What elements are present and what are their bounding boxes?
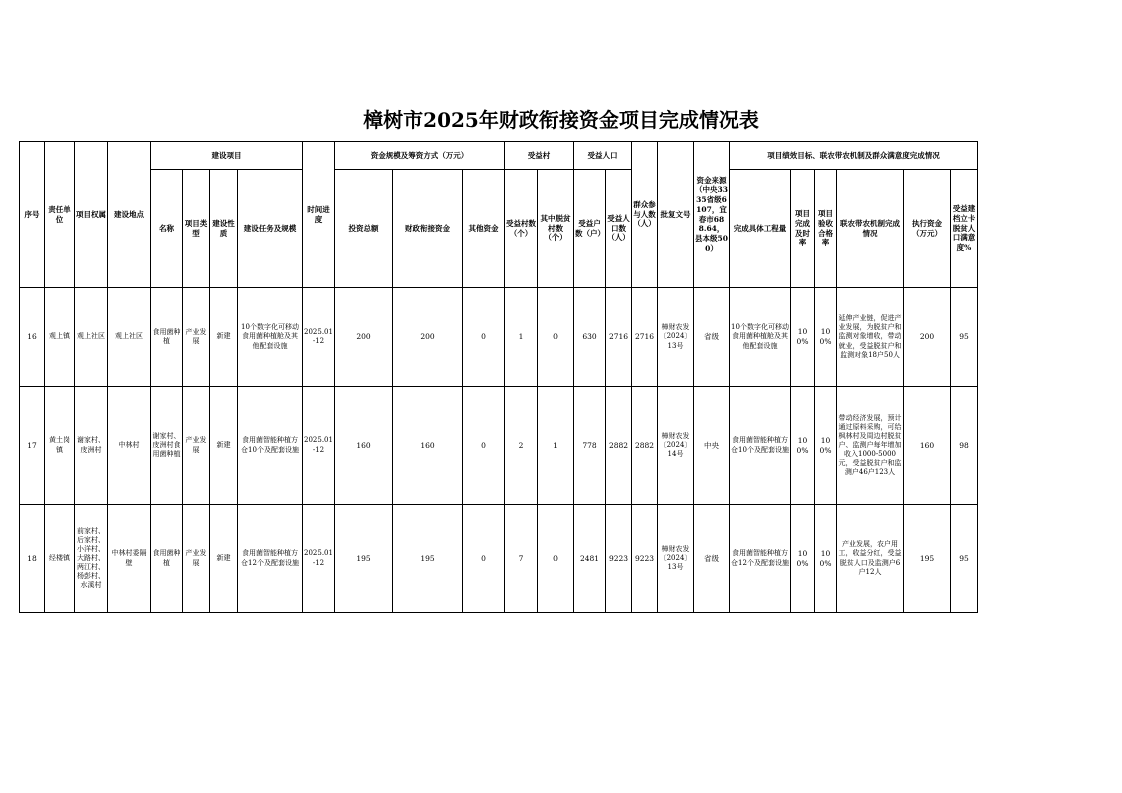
table-row	[20, 288, 978, 387]
cell-executed: 160	[904, 387, 951, 505]
page-title: 樟树市2025年财政衔接资金项目完成情况表	[363, 108, 759, 132]
cell-participants: 9223	[632, 505, 658, 613]
cell-progress: 2025.01-12	[303, 387, 335, 505]
cell-other: 0	[463, 288, 505, 387]
header-fiscal: 财政衔接资金	[393, 170, 463, 288]
header-nature: 建设性质	[210, 170, 238, 288]
cell-other: 0	[463, 387, 505, 505]
cell-other: 0	[463, 505, 505, 613]
header-households: 受益户数（户）	[574, 170, 606, 288]
cell-satisfaction: 98	[951, 387, 978, 505]
cell-fiscal: 195	[393, 505, 463, 613]
header-pass-rate: 项目验收合格率	[815, 170, 837, 288]
cell-ownership: 谢家村、庋洲村	[75, 387, 108, 505]
cell-source: 省级	[694, 288, 730, 387]
header-total: 投资总额	[335, 170, 393, 288]
cell-name: 谢家村、庋洲村食用菌种植	[151, 387, 183, 505]
cell-people: 2716	[606, 288, 632, 387]
cell-nature: 新建	[210, 288, 238, 387]
cell-villages: 1	[505, 288, 538, 387]
cell-seq: 18	[20, 505, 45, 613]
header-perf-group: 项目绩效目标、联农带农机制及群众满意度完成情况	[730, 142, 978, 170]
cell-fiscal: 200	[393, 288, 463, 387]
cell-location: 中林村	[108, 387, 151, 505]
cell-unit: 经楼镇	[45, 505, 75, 613]
header-seq: 序号	[20, 142, 45, 288]
cell-total: 160	[335, 387, 393, 505]
cell-unit: 观上镇	[45, 288, 75, 387]
cell-mechanism: 延伸产业链，促进产业发展，为脱贫户和监测对象增收，带动就业，受益脱贫户和监测对象18户50人	[837, 288, 904, 387]
cell-type: 产业发展	[183, 387, 210, 505]
header-executed: 执行资金（万元）	[904, 170, 951, 288]
cell-ontime-rate: 100%	[791, 288, 815, 387]
cell-location: 观上社区	[108, 288, 151, 387]
header-doc: 批复文号	[658, 142, 694, 288]
cell-poor-villages: 0	[538, 505, 574, 613]
header-poor-villages: 其中脱贫村数（个）	[538, 170, 574, 288]
header-location: 建设地点	[108, 142, 151, 288]
cell-pass-rate: 100%	[815, 505, 837, 613]
cell-completed-work: 食用菌智能种植方仓12个及配套设施	[730, 505, 791, 613]
header-villages: 受益村数（个）	[505, 170, 538, 288]
header-row-detail	[20, 170, 978, 288]
cell-participants: 2882	[632, 387, 658, 505]
header-type: 项目类型	[183, 170, 210, 288]
cell-satisfaction: 95	[951, 505, 978, 613]
header-participants: 群众参与人数（人）	[632, 142, 658, 288]
cell-total: 200	[335, 288, 393, 387]
cell-name: 食用菌种植	[151, 505, 183, 613]
cell-doc: 樟财农发〔2024〕13号	[658, 505, 694, 613]
cell-name: 食用菌种植	[151, 288, 183, 387]
cell-seq: 17	[20, 387, 45, 505]
header-village-group: 受益村	[505, 142, 574, 170]
cell-task: 食用菌智能种植方仓10个及配套设施	[238, 387, 303, 505]
cell-villages: 7	[505, 505, 538, 613]
cell-ontime-rate: 100%	[791, 505, 815, 613]
header-unit: 责任单位	[45, 142, 75, 288]
cell-total: 195	[335, 505, 393, 613]
cell-people: 2882	[606, 387, 632, 505]
cell-source: 中央	[694, 387, 730, 505]
header-people: 受益人口数（人）	[606, 170, 632, 288]
cell-households: 630	[574, 288, 606, 387]
cell-pass-rate: 100%	[815, 387, 837, 505]
cell-households: 778	[574, 387, 606, 505]
header-satisfaction: 受益建档立卡脱贫人口满意度%	[951, 170, 978, 288]
cell-executed: 195	[904, 505, 951, 613]
cell-doc: 樟财农发〔2024〕14号	[658, 387, 694, 505]
header-other: 其他资金	[463, 170, 505, 288]
cell-mechanism: 产业发展，农户用工，收益分红，受益脱贫人口及监测户6户12人	[837, 505, 904, 613]
cell-villages: 2	[505, 387, 538, 505]
table-row	[20, 505, 978, 613]
table-row	[20, 387, 978, 505]
cell-fiscal: 160	[393, 387, 463, 505]
cell-task: 食用菌智能种植方仓12个及配套设施	[238, 505, 303, 613]
cell-type: 产业发展	[183, 505, 210, 613]
header-ontime-rate: 项目完成及时率	[791, 170, 815, 288]
cell-participants: 2716	[632, 288, 658, 387]
cell-pass-rate: 100%	[815, 288, 837, 387]
header-ownership: 项目权属	[75, 142, 108, 288]
cell-location: 中林村委隔壁	[108, 505, 151, 613]
header-source: 资金来源（中央3335省级6107，宜春市688.64，县本级500）	[694, 142, 730, 288]
cell-poor-villages: 0	[538, 288, 574, 387]
header-task: 建设任务及规模	[238, 170, 303, 288]
cell-ownership: 前家村、后家村、小洋村、大路村、两江村、杨彭村、水溪村	[75, 505, 108, 613]
cell-source: 省级	[694, 505, 730, 613]
cell-nature: 新建	[210, 387, 238, 505]
header-project-group: 建设项目	[151, 142, 303, 170]
cell-doc: 樟财农发〔2024〕13号	[658, 288, 694, 387]
cell-people: 9223	[606, 505, 632, 613]
header-mechanism: 联农带农机制完成情况	[837, 170, 904, 288]
header-pop-group: 受益人口	[574, 142, 632, 170]
cell-mechanism: 带动经济发展，预计通过原料采购，可给枫林村及周边村脱贫户、监测户每年增加收入1000-5000元，受益脱贫户和监测户46户123人	[837, 387, 904, 505]
cell-ontime-rate: 100%	[791, 387, 815, 505]
cell-satisfaction: 95	[951, 288, 978, 387]
cell-households: 2481	[574, 505, 606, 613]
cell-seq: 16	[20, 288, 45, 387]
cell-nature: 新建	[210, 505, 238, 613]
cell-progress: 2025.01-12	[303, 505, 335, 613]
cell-progress: 2025.01-12	[303, 288, 335, 387]
cell-poor-villages: 1	[538, 387, 574, 505]
cell-completed-work: 10个数字化可移动食用菌种植舱及其他配套设施	[730, 288, 791, 387]
header-completed-work: 完成具体工程量	[730, 170, 791, 288]
project-completion-table	[19, 141, 978, 613]
cell-executed: 200	[904, 288, 951, 387]
header-progress: 时间进度	[303, 142, 335, 288]
header-row-group	[20, 142, 978, 170]
cell-unit: 黄土岗镇	[45, 387, 75, 505]
cell-task: 10个数字化可移动食用菌种植舱及其他配套设施	[238, 288, 303, 387]
header-name: 名称	[151, 170, 183, 288]
cell-ownership: 观上社区	[75, 288, 108, 387]
cell-completed-work: 食用菌智能种植方仓10个及配套设施	[730, 387, 791, 505]
cell-type: 产业发展	[183, 288, 210, 387]
header-fund-group: 资金规模及筹资方式（万元）	[335, 142, 505, 170]
